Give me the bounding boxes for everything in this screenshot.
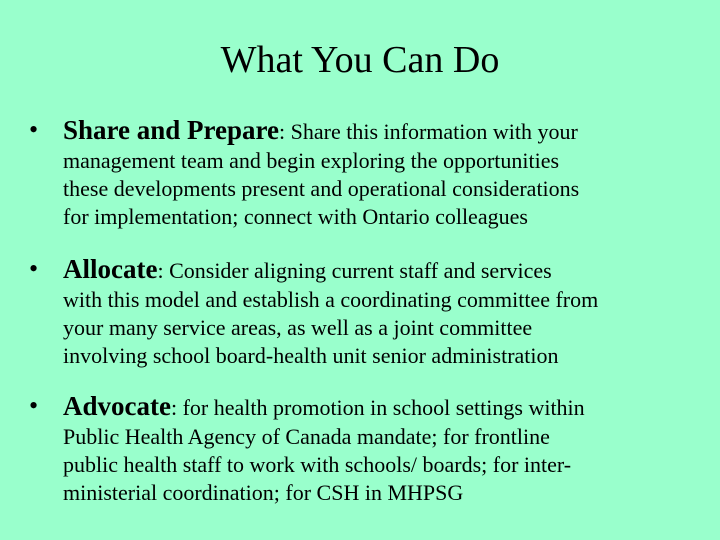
bullet-line: public health staff to work with schools/ boards; for inter- xyxy=(63,452,572,477)
bullet-heading: Share and Prepare xyxy=(63,115,280,145)
bullet-first-line xyxy=(63,254,713,289)
bullet-lead-text: : Share this information with your xyxy=(279,119,578,144)
bullet-lead-text: : Consider aligning current staff and services xyxy=(157,258,552,283)
bullet-line: your many service areas, as well as a joint committee xyxy=(63,315,533,340)
bullet-point-icon: • xyxy=(29,115,39,144)
bullet-point-icon: • xyxy=(29,391,39,420)
bullet-line: for implementation; connect with Ontario colleagues xyxy=(63,204,528,229)
bullet-line: management team and begin exploring the opportunities xyxy=(63,148,560,173)
bullet-line: with this model and establish a coordinating committee from xyxy=(63,287,599,312)
bullet-heading: Advocate xyxy=(63,391,171,421)
bullet-first-line xyxy=(63,391,713,426)
bullet-heading: Allocate xyxy=(63,254,158,284)
bullet-lead-text: : for health promotion in school settings within xyxy=(170,395,585,420)
slide-title: What You Can Do xyxy=(220,39,500,81)
bullet-line: involving school board-health unit senior administration xyxy=(63,343,559,368)
bullet-line: these developments present and operational considerations xyxy=(63,176,580,201)
bullet-line: ministerial coordination; for CSH in MHPSG xyxy=(63,480,464,505)
bullet-point-icon: • xyxy=(29,254,39,283)
bullet-line: Public Health Agency of Canada mandate; for frontline xyxy=(63,424,550,449)
bullet-first-line xyxy=(63,115,713,150)
